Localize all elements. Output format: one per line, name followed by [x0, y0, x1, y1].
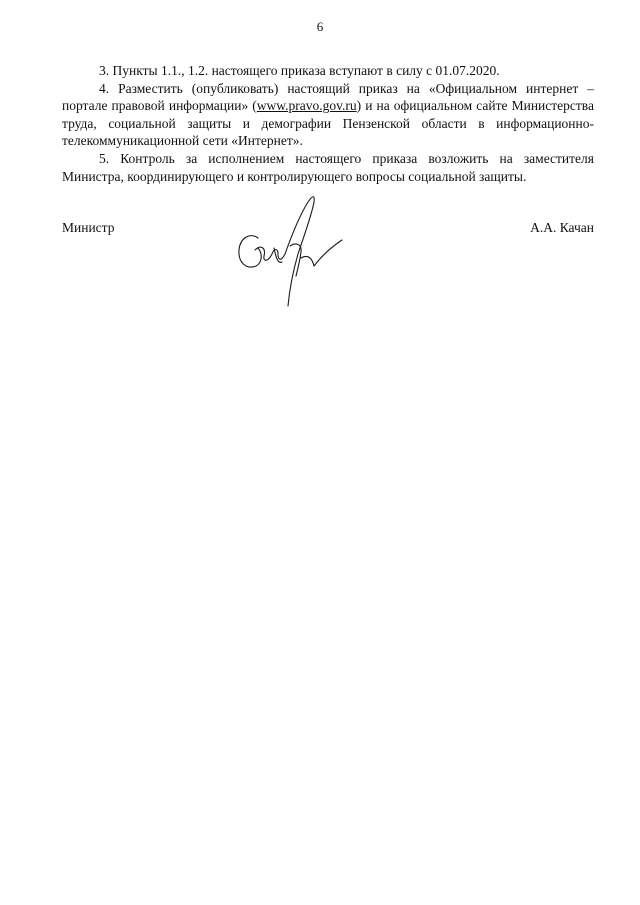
page-number: 6 [316, 19, 324, 34]
paragraph-3: 3. Пункты 1.1., 1.2. настоящего приказа вступают в силу с 01.07.2020. [99, 63, 500, 78]
signature-stroke-6 [301, 240, 342, 266]
paragraph-4-text-end: ) и на официальном сайте Министерства труда, социальной защиты и демографии Пензенской области в информационно-телекоммуникационной сети «Интернет». [62, 98, 594, 149]
signature-stroke-4 [288, 254, 298, 306]
signatory-name: А.А. Качан [530, 220, 594, 235]
signature-stroke-1 [239, 236, 261, 267]
signature-stroke-2 [255, 247, 285, 260]
pravo-link[interactable]: www.pravo.gov.ru [256, 98, 357, 114]
paragraph-4-text-start: 4. Разместить (опубликовать) настоящий приказ на «Официальном интернет – портале правовой информации» ( [62, 80, 594, 114]
signatory-title: Министр [62, 220, 115, 235]
paragraph-4 [62, 80, 594, 150]
document-body [62, 62, 594, 185]
handwritten-signature [228, 188, 346, 310]
paragraph-5: 5. Контроль за исполнением настоящего приказа возложить на заместителя Министра, координирующего и контролирующего вопросы социальной защиты. [62, 150, 594, 184]
